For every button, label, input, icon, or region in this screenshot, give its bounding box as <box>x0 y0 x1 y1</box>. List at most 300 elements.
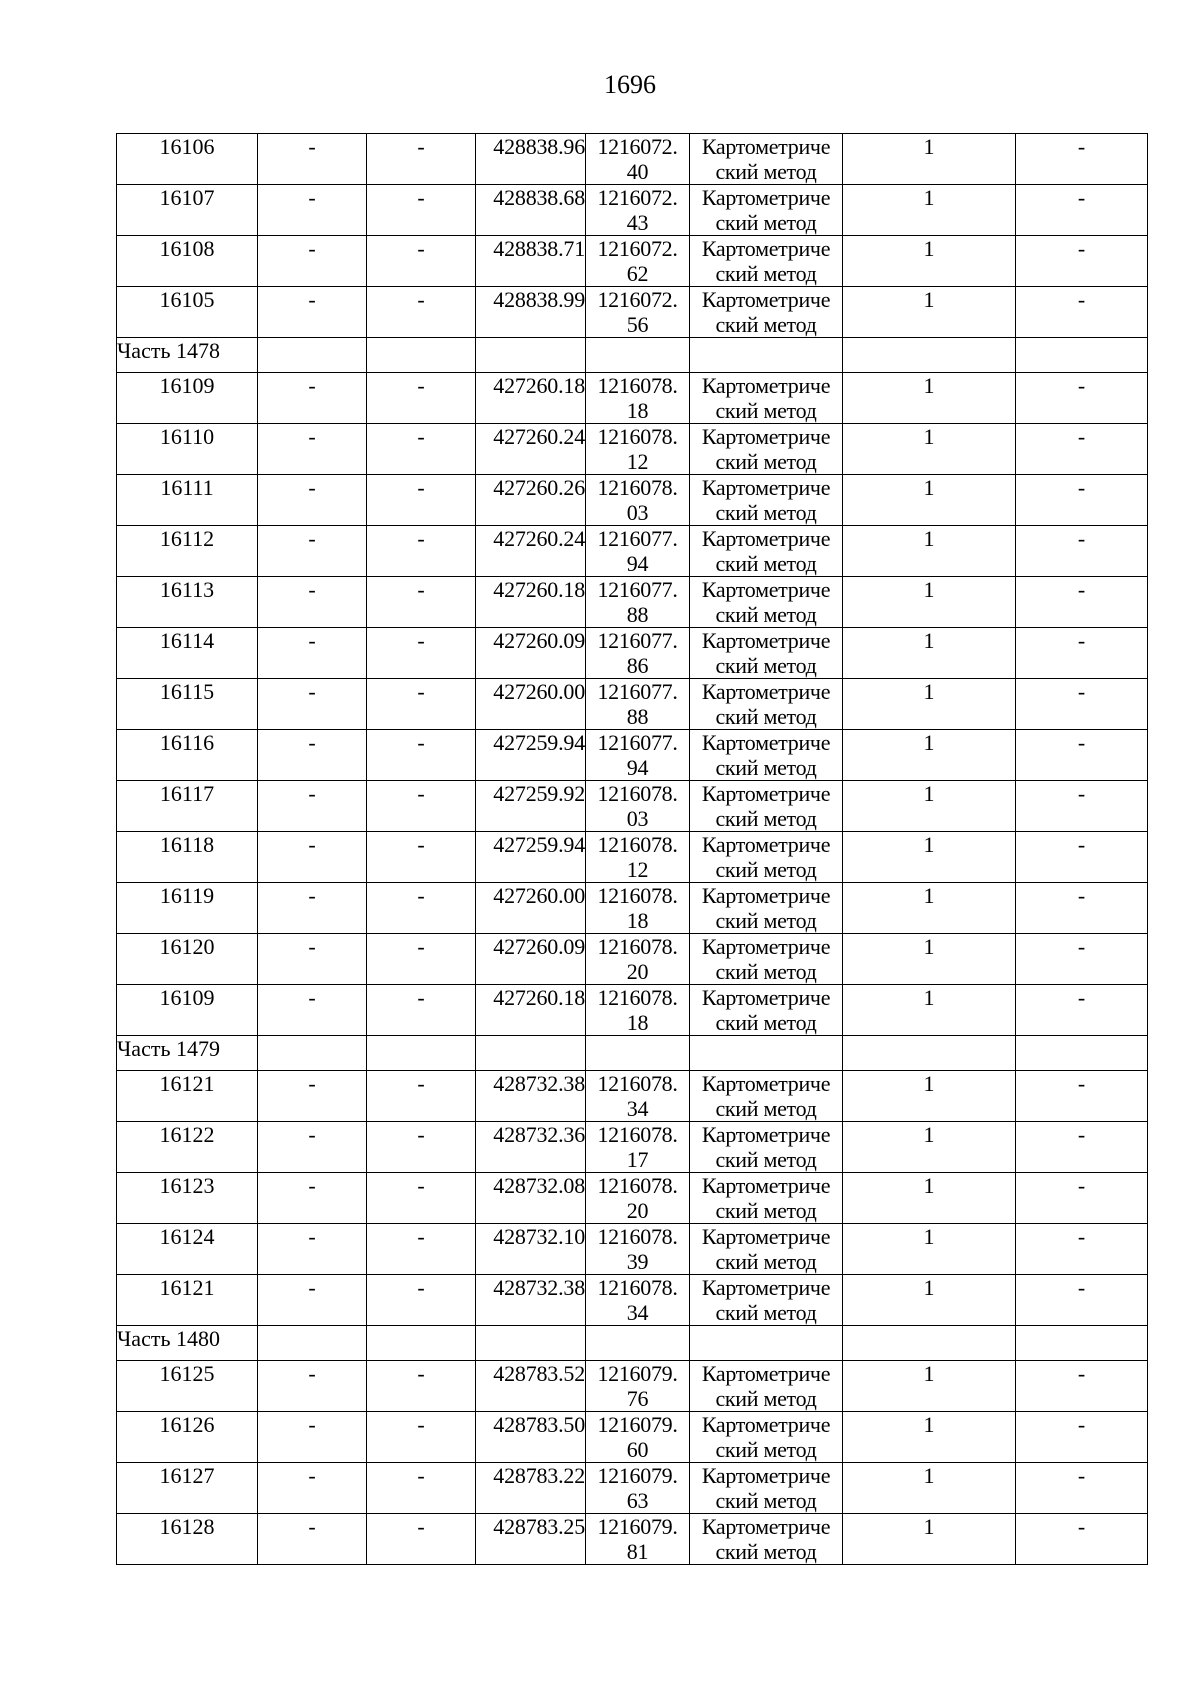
description-cell: - <box>1016 883 1148 934</box>
table-row <box>117 985 1148 1036</box>
accuracy-cell: 1 <box>843 832 1016 883</box>
old-x-cell: - <box>258 526 367 577</box>
old-x-cell: - <box>258 185 367 236</box>
y-coordinate-part1: 1216077. <box>597 577 678 602</box>
x-coordinate-cell: 427260.18 <box>476 985 586 1036</box>
method-part2: ский метод <box>715 602 817 627</box>
old-x-cell: - <box>258 883 367 934</box>
y-coordinate-cell <box>586 185 690 236</box>
old-y-cell: - <box>367 1071 476 1122</box>
method-part1: Картометриче <box>701 985 831 1010</box>
method-cell <box>690 134 843 185</box>
table-row <box>117 1173 1148 1224</box>
y-coordinate-part1: 1216077. <box>597 628 678 653</box>
old-y-cell: - <box>367 1463 476 1514</box>
table-row <box>117 679 1148 730</box>
accuracy-cell: 1 <box>843 1275 1016 1326</box>
table-row <box>117 1071 1148 1122</box>
point-number-cell: 16108 <box>117 236 258 287</box>
point-number-cell: 16123 <box>117 1173 258 1224</box>
part-label: Часть 1480 <box>117 1326 258 1361</box>
point-number-cell: 16106 <box>117 134 258 185</box>
method-part2: ский метод <box>715 210 817 235</box>
method-part1: Картометриче <box>701 373 831 398</box>
description-cell: - <box>1016 679 1148 730</box>
point-number-cell: 16112 <box>117 526 258 577</box>
empty-cell <box>843 1036 1016 1071</box>
old-x-cell: - <box>258 236 367 287</box>
x-coordinate-cell: 428732.10 <box>476 1224 586 1275</box>
description-cell: - <box>1016 373 1148 424</box>
table-row <box>117 373 1148 424</box>
old-y-cell: - <box>367 577 476 628</box>
old-x-cell: - <box>258 781 367 832</box>
y-coordinate-part2: 03 <box>626 500 649 525</box>
method-part1: Картометриче <box>701 1122 831 1147</box>
x-coordinate-cell: 427260.24 <box>476 424 586 475</box>
method-cell <box>690 985 843 1036</box>
x-coordinate-cell: 428838.99 <box>476 287 586 338</box>
y-coordinate-cell <box>586 1412 690 1463</box>
empty-cell <box>258 338 367 373</box>
table-row <box>117 526 1148 577</box>
method-part2: ский метод <box>715 261 817 286</box>
point-number-cell: 16110 <box>117 424 258 475</box>
method-part1: Картометриче <box>701 1071 831 1096</box>
accuracy-cell: 1 <box>843 985 1016 1036</box>
old-y-cell: - <box>367 373 476 424</box>
point-number-cell: 16109 <box>117 373 258 424</box>
method-part1: Картометриче <box>701 934 831 959</box>
method-part2: ский метод <box>715 704 817 729</box>
y-coordinate-cell <box>586 287 690 338</box>
x-coordinate-cell: 427260.09 <box>476 934 586 985</box>
y-coordinate-cell <box>586 1514 690 1565</box>
y-coordinate-part2: 03 <box>626 806 649 831</box>
x-coordinate-cell: 427260.24 <box>476 526 586 577</box>
point-number-cell: 16114 <box>117 628 258 679</box>
method-cell <box>690 1463 843 1514</box>
point-number-cell: 16115 <box>117 679 258 730</box>
point-number-cell: 16105 <box>117 287 258 338</box>
y-coordinate-part1: 1216079. <box>597 1412 678 1437</box>
y-coordinate-part2: 34 <box>626 1300 649 1325</box>
table-row <box>117 781 1148 832</box>
description-cell: - <box>1016 1071 1148 1122</box>
y-coordinate-part2: 94 <box>626 755 649 780</box>
old-y-cell: - <box>367 1275 476 1326</box>
description-cell: - <box>1016 628 1148 679</box>
y-coordinate-part1: 1216079. <box>597 1361 678 1386</box>
accuracy-cell: 1 <box>843 185 1016 236</box>
point-number-cell: 16126 <box>117 1412 258 1463</box>
table-row <box>117 730 1148 781</box>
description-cell: - <box>1016 985 1148 1036</box>
x-coordinate-cell: 427260.26 <box>476 475 586 526</box>
x-coordinate-cell: 427260.09 <box>476 628 586 679</box>
x-coordinate-cell: 428732.36 <box>476 1122 586 1173</box>
old-x-cell: - <box>258 424 367 475</box>
page-number: 1696 <box>604 70 656 99</box>
empty-cell <box>476 1036 586 1071</box>
table-row <box>117 236 1148 287</box>
method-part1: Картометриче <box>701 1361 831 1386</box>
empty-cell <box>586 1036 690 1071</box>
old-x-cell: - <box>258 1122 367 1173</box>
x-coordinate-cell: 427259.94 <box>476 730 586 781</box>
description-cell: - <box>1016 1514 1148 1565</box>
accuracy-cell: 1 <box>843 1463 1016 1514</box>
description-cell: - <box>1016 185 1148 236</box>
y-coordinate-part1: 1216077. <box>597 526 678 551</box>
description-cell: - <box>1016 934 1148 985</box>
method-part2: ский метод <box>715 1300 817 1325</box>
description-cell: - <box>1016 236 1148 287</box>
empty-cell <box>1016 1036 1148 1071</box>
description-cell: - <box>1016 134 1148 185</box>
y-coordinate-part2: 34 <box>626 1096 649 1121</box>
description-cell: - <box>1016 832 1148 883</box>
old-y-cell: - <box>367 883 476 934</box>
y-coordinate-part2: 40 <box>626 159 649 184</box>
y-coordinate-part2: 18 <box>626 1010 649 1035</box>
y-coordinate-part1: 1216078. <box>597 424 678 449</box>
accuracy-cell: 1 <box>843 1412 1016 1463</box>
y-coordinate-cell <box>586 781 690 832</box>
method-cell <box>690 781 843 832</box>
y-coordinate-part1: 1216078. <box>597 1071 678 1096</box>
method-part1: Картометриче <box>701 679 831 704</box>
method-part2: ский метод <box>715 806 817 831</box>
table-row <box>117 1361 1148 1412</box>
y-coordinate-cell <box>586 424 690 475</box>
method-part2: ский метод <box>715 449 817 474</box>
method-part1: Картометриче <box>701 832 831 857</box>
point-number-cell: 16120 <box>117 934 258 985</box>
y-coordinate-part1: 1216079. <box>597 1463 678 1488</box>
method-cell <box>690 526 843 577</box>
method-part2: ский метод <box>715 1096 817 1121</box>
old-y-cell: - <box>367 1514 476 1565</box>
method-cell <box>690 1173 843 1224</box>
part-label: Часть 1478 <box>117 338 258 373</box>
old-y-cell: - <box>367 628 476 679</box>
x-coordinate-cell: 427259.94 <box>476 832 586 883</box>
y-coordinate-cell <box>586 934 690 985</box>
method-part2: ский метод <box>715 1147 817 1172</box>
table-row <box>117 1463 1148 1514</box>
y-coordinate-part2: 43 <box>626 210 649 235</box>
method-cell <box>690 185 843 236</box>
method-part2: ский метод <box>715 1539 817 1564</box>
x-coordinate-cell: 427260.18 <box>476 373 586 424</box>
method-cell <box>690 287 843 338</box>
method-part1: Картометриче <box>701 424 831 449</box>
description-cell: - <box>1016 577 1148 628</box>
method-cell <box>690 1514 843 1565</box>
old-y-cell: - <box>367 1122 476 1173</box>
empty-cell <box>586 1326 690 1361</box>
method-part1: Картометриче <box>701 475 831 500</box>
method-part2: ский метод <box>715 159 817 184</box>
method-cell <box>690 373 843 424</box>
point-number-cell: 16128 <box>117 1514 258 1565</box>
old-y-cell: - <box>367 781 476 832</box>
y-coordinate-part2: 39 <box>626 1249 649 1274</box>
old-y-cell: - <box>367 236 476 287</box>
x-coordinate-cell: 427259.92 <box>476 781 586 832</box>
method-part2: ский метод <box>715 908 817 933</box>
old-x-cell: - <box>258 1275 367 1326</box>
method-part2: ский метод <box>715 653 817 678</box>
table-row <box>117 1275 1148 1326</box>
y-coordinate-part1: 1216079. <box>597 1514 678 1539</box>
point-number-cell: 16119 <box>117 883 258 934</box>
y-coordinate-cell <box>586 1224 690 1275</box>
point-number-cell: 16118 <box>117 832 258 883</box>
y-coordinate-part1: 1216072. <box>597 134 678 159</box>
accuracy-cell: 1 <box>843 424 1016 475</box>
point-number-cell: 16107 <box>117 185 258 236</box>
method-cell <box>690 1224 843 1275</box>
x-coordinate-cell: 428732.08 <box>476 1173 586 1224</box>
y-coordinate-part2: 86 <box>626 653 649 678</box>
x-coordinate-cell: 427260.18 <box>476 577 586 628</box>
method-part2: ский метод <box>715 551 817 576</box>
y-coordinate-cell <box>586 1463 690 1514</box>
y-coordinate-cell <box>586 832 690 883</box>
y-coordinate-part2: 17 <box>626 1147 649 1172</box>
old-x-cell: - <box>258 475 367 526</box>
old-x-cell: - <box>258 1514 367 1565</box>
y-coordinate-part1: 1216077. <box>597 679 678 704</box>
method-part2: ский метод <box>715 857 817 882</box>
empty-cell <box>1016 338 1148 373</box>
old-y-cell: - <box>367 287 476 338</box>
method-cell <box>690 628 843 679</box>
accuracy-cell: 1 <box>843 628 1016 679</box>
method-part1: Картометриче <box>701 781 831 806</box>
accuracy-cell: 1 <box>843 577 1016 628</box>
y-coordinate-part2: 62 <box>626 261 649 286</box>
old-y-cell: - <box>367 1361 476 1412</box>
y-coordinate-part2: 12 <box>626 449 649 474</box>
empty-cell <box>690 1326 843 1361</box>
table-row <box>117 883 1148 934</box>
accuracy-cell: 1 <box>843 287 1016 338</box>
empty-cell <box>690 338 843 373</box>
method-cell <box>690 1361 843 1412</box>
x-coordinate-cell: 428783.22 <box>476 1463 586 1514</box>
old-y-cell: - <box>367 1173 476 1224</box>
y-coordinate-cell <box>586 679 690 730</box>
point-number-cell: 16124 <box>117 1224 258 1275</box>
method-part2: ский метод <box>715 1010 817 1035</box>
y-coordinate-cell <box>586 526 690 577</box>
description-cell: - <box>1016 424 1148 475</box>
method-part2: ский метод <box>715 312 817 337</box>
method-cell <box>690 883 843 934</box>
old-y-cell: - <box>367 679 476 730</box>
empty-cell <box>258 1326 367 1361</box>
table-row <box>117 185 1148 236</box>
description-cell: - <box>1016 1173 1148 1224</box>
method-part1: Картометриче <box>701 577 831 602</box>
part-header-row <box>117 1326 1148 1361</box>
x-coordinate-cell: 427260.00 <box>476 679 586 730</box>
old-x-cell: - <box>258 1173 367 1224</box>
description-cell: - <box>1016 1412 1148 1463</box>
empty-cell <box>476 1326 586 1361</box>
y-coordinate-part2: 76 <box>626 1386 649 1411</box>
y-coordinate-part2: 81 <box>626 1539 649 1564</box>
y-coordinate-part2: 56 <box>626 312 649 337</box>
part-header-row <box>117 1036 1148 1071</box>
method-part1: Картометриче <box>701 134 831 159</box>
accuracy-cell: 1 <box>843 526 1016 577</box>
y-coordinate-part1: 1216078. <box>597 934 678 959</box>
accuracy-cell: 1 <box>843 1071 1016 1122</box>
y-coordinate-part1: 1216078. <box>597 985 678 1010</box>
y-coordinate-part1: 1216078. <box>597 1275 678 1300</box>
table-row <box>117 577 1148 628</box>
method-cell <box>690 577 843 628</box>
description-cell: - <box>1016 1361 1148 1412</box>
old-x-cell: - <box>258 985 367 1036</box>
empty-cell <box>843 338 1016 373</box>
x-coordinate-cell: 428838.96 <box>476 134 586 185</box>
y-coordinate-part1: 1216072. <box>597 185 678 210</box>
y-coordinate-part1: 1216078. <box>597 1122 678 1147</box>
method-cell <box>690 934 843 985</box>
method-part2: ский метод <box>715 959 817 984</box>
old-x-cell: - <box>258 287 367 338</box>
method-part1: Картометриче <box>701 1275 831 1300</box>
accuracy-cell: 1 <box>843 475 1016 526</box>
method-cell <box>690 1122 843 1173</box>
accuracy-cell: 1 <box>843 679 1016 730</box>
point-number-cell: 16127 <box>117 1463 258 1514</box>
point-number-cell: 16122 <box>117 1122 258 1173</box>
old-y-cell: - <box>367 475 476 526</box>
table-row <box>117 1122 1148 1173</box>
table-row <box>117 832 1148 883</box>
description-cell: - <box>1016 526 1148 577</box>
point-number-cell: 16109 <box>117 985 258 1036</box>
accuracy-cell: 1 <box>843 781 1016 832</box>
y-coordinate-part2: 60 <box>626 1437 649 1462</box>
empty-cell <box>843 1326 1016 1361</box>
method-part1: Картометриче <box>701 1463 831 1488</box>
x-coordinate-cell: 428783.52 <box>476 1361 586 1412</box>
x-coordinate-cell: 428838.71 <box>476 236 586 287</box>
old-y-cell: - <box>367 526 476 577</box>
description-cell: - <box>1016 730 1148 781</box>
part-label: Часть 1479 <box>117 1036 258 1071</box>
method-part1: Картометриче <box>701 1224 831 1249</box>
empty-cell <box>258 1036 367 1071</box>
method-part2: ский метод <box>715 1198 817 1223</box>
old-x-cell: - <box>258 628 367 679</box>
y-coordinate-cell <box>586 1122 690 1173</box>
method-cell <box>690 1412 843 1463</box>
accuracy-cell: 1 <box>843 1361 1016 1412</box>
y-coordinate-cell <box>586 475 690 526</box>
old-x-cell: - <box>258 1224 367 1275</box>
table-row <box>117 475 1148 526</box>
empty-cell <box>367 1036 476 1071</box>
x-coordinate-cell: 428732.38 <box>476 1071 586 1122</box>
method-cell <box>690 679 843 730</box>
method-part2: ский метод <box>715 755 817 780</box>
y-coordinate-part2: 18 <box>626 398 649 423</box>
table-body <box>117 134 1148 1565</box>
accuracy-cell: 1 <box>843 236 1016 287</box>
description-cell: - <box>1016 781 1148 832</box>
coordinates-table <box>116 133 1148 1565</box>
empty-cell <box>690 1036 843 1071</box>
table-row <box>117 1412 1148 1463</box>
y-coordinate-part1: 1216077. <box>597 730 678 755</box>
y-coordinate-part1: 1216078. <box>597 883 678 908</box>
old-x-cell: - <box>258 730 367 781</box>
method-cell <box>690 475 843 526</box>
old-y-cell: - <box>367 1412 476 1463</box>
empty-cell <box>367 1326 476 1361</box>
method-cell <box>690 1071 843 1122</box>
point-number-cell: 16121 <box>117 1275 258 1326</box>
method-part2: ский метод <box>715 398 817 423</box>
y-coordinate-cell <box>586 1071 690 1122</box>
point-number-cell: 16111 <box>117 475 258 526</box>
method-part2: ский метод <box>715 1249 817 1274</box>
method-cell <box>690 730 843 781</box>
y-coordinate-cell <box>586 883 690 934</box>
old-x-cell: - <box>258 1463 367 1514</box>
point-number-cell: 16113 <box>117 577 258 628</box>
method-cell <box>690 832 843 883</box>
y-coordinate-part1: 1216078. <box>597 781 678 806</box>
method-part1: Картометриче <box>701 185 831 210</box>
method-part1: Картометриче <box>701 1173 831 1198</box>
x-coordinate-cell: 428783.25 <box>476 1514 586 1565</box>
table-row <box>117 1514 1148 1565</box>
y-coordinate-part2: 12 <box>626 857 649 882</box>
y-coordinate-part2: 20 <box>626 1198 649 1223</box>
table-row <box>117 934 1148 985</box>
empty-cell <box>367 338 476 373</box>
accuracy-cell: 1 <box>843 1514 1016 1565</box>
y-coordinate-part1: 1216072. <box>597 287 678 312</box>
y-coordinate-cell <box>586 730 690 781</box>
empty-cell <box>586 338 690 373</box>
method-part1: Картометриче <box>701 1412 831 1437</box>
point-number-cell: 16121 <box>117 1071 258 1122</box>
point-number-cell: 16125 <box>117 1361 258 1412</box>
old-y-cell: - <box>367 730 476 781</box>
y-coordinate-part1: 1216078. <box>597 1173 678 1198</box>
accuracy-cell: 1 <box>843 934 1016 985</box>
table-row <box>117 134 1148 185</box>
old-x-cell: - <box>258 1071 367 1122</box>
x-coordinate-cell: 428783.50 <box>476 1412 586 1463</box>
old-y-cell: - <box>367 985 476 1036</box>
old-y-cell: - <box>367 134 476 185</box>
point-number-cell: 16116 <box>117 730 258 781</box>
method-part1: Картометриче <box>701 883 831 908</box>
y-coordinate-part2: 63 <box>626 1488 649 1513</box>
method-cell <box>690 424 843 475</box>
